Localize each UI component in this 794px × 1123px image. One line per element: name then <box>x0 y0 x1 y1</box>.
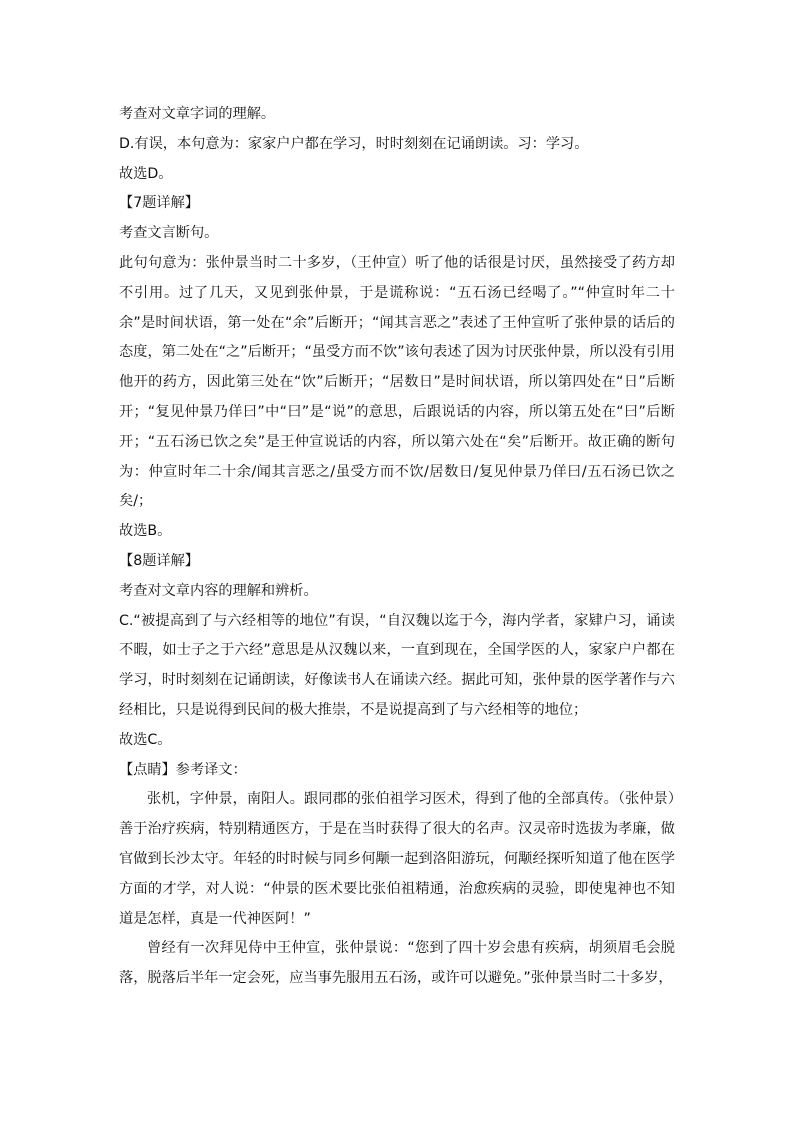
text-paragraph: 此句句意为：张仲景当时二十多岁，（王仲宣）听了他的话很是讨厌，虽然接受了药方却不引用。过了几天，又见到张仲景，于是谎称说：“五石汤已经喝了。”“仲宣时年二十余”是时间状语，第一处在“余”后断开；“闻其言恶之”表述了王仲宣听了张仲景的话后的态度，第二处在“之”后断开；“虽受方而不饮”该句表述了因为讨厌张仲景，所以没有引用他开的药方，因此第三处在“饮”后断开；“居数日”是时间状语，所以第四处在“日”后断开；“复见仲景乃佯曰”中“曰”是“说”的意思，后跟说话的内容，所以第五处在“曰”后断开；“五石汤已饮之矣”是王仲宣说话的内容，所以第六处在“矣”后断开。故正确的断句为：仲宣时年二十余/闻其言恶之/虽受方而不饮/居数日/复见仲景乃佯曰/五石汤已饮之矣/； <box>119 254 675 510</box>
text-line: 考查对文章字词的理解。 <box>119 106 276 122</box>
section-heading: 【7题详解】 <box>119 195 199 212</box>
translation-paragraph: 曾经有一次拜见侍中王仲宣，张仲景说：“您到了四十岁会患有疾病，胡须眉毛会脱落，脱落后半年一定会死，应当事先服用五石汤，或许可以避免。”张仲景当时二十多岁， <box>119 940 675 987</box>
text-line: 故选D。 <box>119 165 173 182</box>
text-line: 故选C。 <box>119 731 172 748</box>
text-paragraph: C.“被提高到了与六经相等的地位”有误，“自汉魏以迄于今，海内学者，家肄户习，诵读不暇，如士子之于六经”意思是从汉魏以来，一直到现在，全国学医的人，家家户户都在学习，时时刻刻在记诵朗读，好像读书人在诵读六经。据此可知，张仲景的医学著作与六经相比，只是说得到民间的极大推崇，不是说提高到了与六经相等的地位； <box>119 612 675 718</box>
text-line: D.有误，本句意为：家家户户都在学习，时时刻刻在记诵朗读。习：学习。 <box>119 135 589 152</box>
text-line: 故选B。 <box>119 523 172 540</box>
text-line: 考查文言断句。 <box>119 225 219 242</box>
translation-paragraph: 张机，字仲景，南阳人。跟同郡的张伯祖学习医术，得到了他的全部真传。（张仲景）善于治疗疾病，特别精通医方，于是在当时获得了很大的名声。汉灵帝时选拔为孝廉，做官做到长沙太守。年轻的时时候与同乡何颙一起到洛阳游玩，何颙经探听知道了他在医学方面的才学，对人说：“仲景的医术要比张伯祖精通，治愈疾病的灵验，即使鬼神也不知道是怎样，真是一代神医阿！” <box>119 791 675 927</box>
section-heading: 【8题详解】 <box>119 552 199 569</box>
text-line: 考查对文章内容的理解和辨析。 <box>119 582 318 599</box>
section-heading: 【点睛】参考译文： <box>119 761 247 778</box>
document-body <box>119 100 675 994</box>
